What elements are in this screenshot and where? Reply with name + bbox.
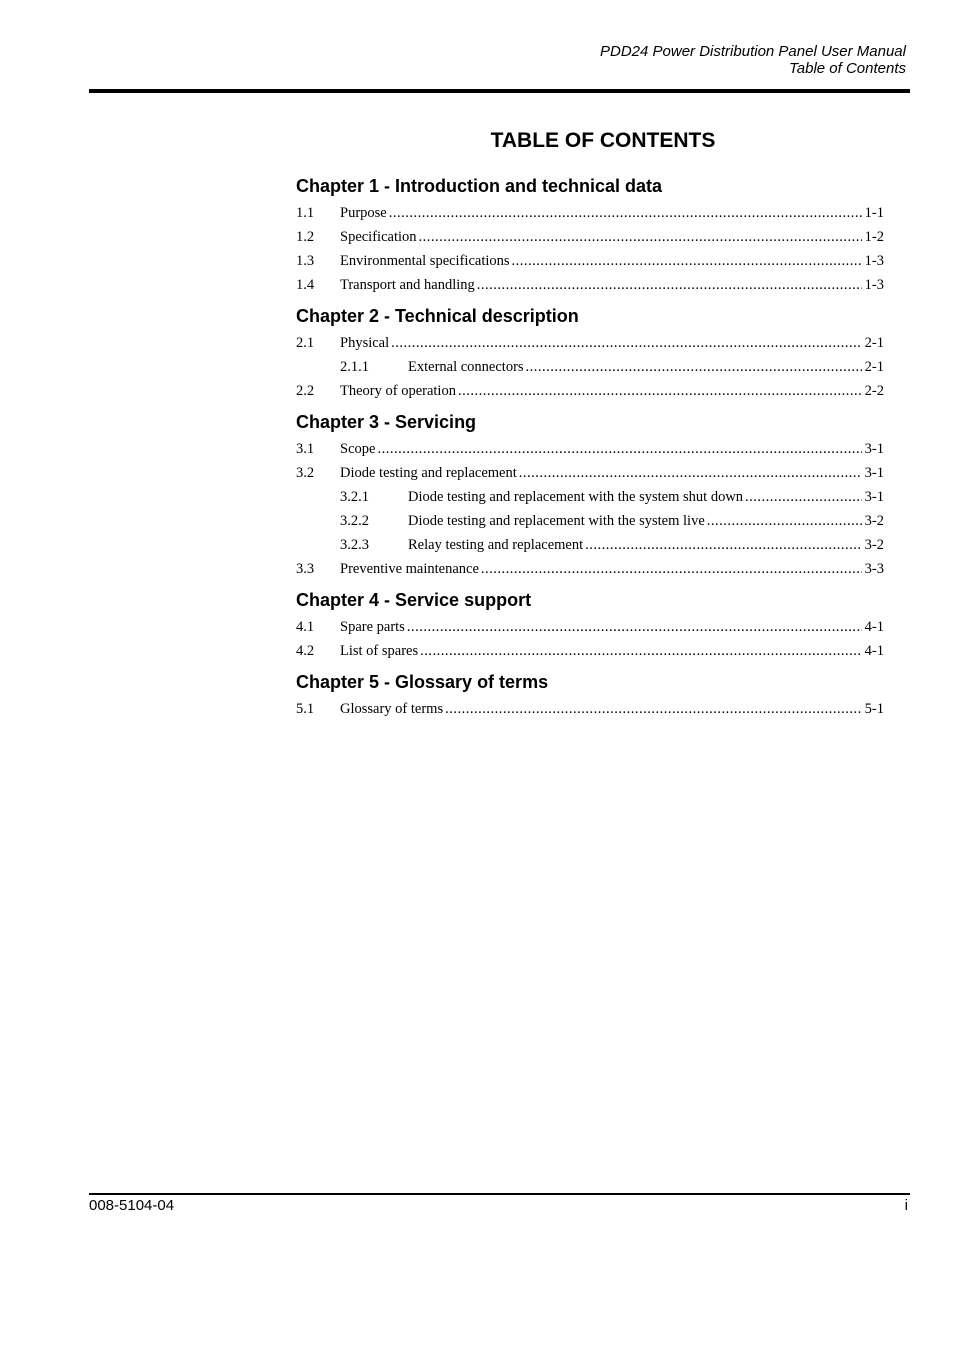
chapter-heading[interactable]: Chapter 5 - Glossary of terms bbox=[296, 672, 549, 692]
toc-chapter-3 bbox=[296, 411, 884, 581]
dot-leader bbox=[707, 509, 862, 533]
toc-subentry[interactable] bbox=[296, 533, 884, 557]
dot-leader bbox=[477, 273, 862, 297]
dot-leader bbox=[519, 461, 862, 485]
entry-number: 1.2 bbox=[296, 229, 315, 245]
dot-leader bbox=[458, 379, 862, 403]
entry-page: 1-3 bbox=[864, 277, 884, 293]
header-document-title: PDD24 Power Distribution Panel User Manual bbox=[600, 43, 906, 60]
dot-leader bbox=[481, 557, 862, 581]
entry-number: 3.2.2 bbox=[340, 513, 369, 529]
chapter-heading[interactable]: Chapter 4 - Service support bbox=[296, 590, 532, 610]
entry-label: Purpose bbox=[340, 201, 389, 225]
entry-number: 2.1 bbox=[296, 335, 315, 351]
entry-page: 4-1 bbox=[864, 643, 884, 659]
entry-number: 3.2.3 bbox=[340, 537, 369, 553]
dot-leader bbox=[745, 485, 862, 509]
entry-label: Theory of operation bbox=[340, 379, 458, 403]
toc-entry[interactable] bbox=[296, 225, 884, 249]
entry-page: 4-1 bbox=[864, 619, 884, 635]
entry-number: 4.2 bbox=[296, 643, 315, 659]
table-of-contents bbox=[296, 127, 884, 729]
entry-number: 1.3 bbox=[296, 253, 315, 269]
entry-number: 3.2.1 bbox=[340, 489, 369, 505]
toc-title: TABLE OF CONTENTS bbox=[490, 129, 716, 152]
toc-subentry[interactable] bbox=[296, 355, 884, 379]
toc-chapter-1 bbox=[296, 175, 884, 297]
toc-entry[interactable] bbox=[296, 437, 884, 461]
chapter-heading[interactable]: Chapter 3 - Servicing bbox=[296, 412, 477, 432]
entry-page: 2-2 bbox=[864, 383, 884, 399]
dot-leader bbox=[391, 331, 862, 355]
dot-leader bbox=[526, 355, 862, 379]
entry-page: 2-1 bbox=[864, 335, 884, 351]
running-header bbox=[600, 43, 906, 77]
entry-label: Spare parts bbox=[340, 615, 407, 639]
toc-chapter-4 bbox=[296, 589, 884, 663]
chapter-heading[interactable]: Chapter 2 - Technical description bbox=[296, 306, 579, 326]
page-number: i bbox=[904, 1197, 908, 1214]
toc-subentry[interactable] bbox=[296, 485, 884, 509]
entry-number: 1.4 bbox=[296, 277, 315, 293]
entry-number: 3.3 bbox=[296, 561, 315, 577]
entry-page: 2-1 bbox=[864, 359, 884, 375]
entry-number: 1.1 bbox=[296, 205, 315, 221]
entry-number: 3.1 bbox=[296, 441, 315, 457]
toc-entry[interactable] bbox=[296, 557, 884, 581]
header-rule bbox=[89, 89, 910, 93]
entry-page: 3-2 bbox=[864, 537, 884, 553]
toc-entry[interactable] bbox=[296, 273, 884, 297]
entry-number: 2.1.1 bbox=[340, 359, 369, 375]
entry-page: 1-2 bbox=[864, 229, 884, 245]
dot-leader bbox=[420, 639, 862, 663]
dot-leader bbox=[445, 697, 862, 721]
entry-page: 3-1 bbox=[864, 465, 884, 481]
entry-label: Preventive maintenance bbox=[340, 557, 481, 581]
footer-rule bbox=[89, 1193, 910, 1195]
toc-entry[interactable] bbox=[296, 331, 884, 355]
entry-page: 5-1 bbox=[864, 701, 884, 717]
entry-page: 3-2 bbox=[864, 513, 884, 529]
dot-leader bbox=[377, 437, 861, 461]
entry-page: 3-3 bbox=[864, 561, 884, 577]
entry-number: 4.1 bbox=[296, 619, 315, 635]
toc-subentry[interactable] bbox=[296, 509, 884, 533]
entry-label: Diode testing and replacement bbox=[340, 461, 519, 485]
toc-entry[interactable] bbox=[296, 615, 884, 639]
entry-number: 3.2 bbox=[296, 465, 315, 481]
toc-entry[interactable] bbox=[296, 249, 884, 273]
entry-number: 5.1 bbox=[296, 701, 315, 717]
entry-page: 1-1 bbox=[864, 205, 884, 221]
entry-label: Glossary of terms bbox=[340, 697, 445, 721]
entry-label: Transport and handling bbox=[340, 273, 477, 297]
toc-entry[interactable] bbox=[296, 379, 884, 403]
entry-label: Relay testing and replacement bbox=[408, 533, 585, 557]
dot-leader bbox=[419, 225, 862, 249]
toc-entry[interactable] bbox=[296, 639, 884, 663]
entry-label: Scope bbox=[340, 437, 377, 461]
entry-label: Physical bbox=[340, 331, 391, 355]
dot-leader bbox=[512, 249, 862, 273]
toc-chapter-5 bbox=[296, 671, 884, 721]
toc-chapter-2 bbox=[296, 305, 884, 403]
entry-label: Diode testing and replacement with the system live bbox=[408, 509, 707, 533]
toc-entry[interactable] bbox=[296, 201, 884, 225]
entry-label: Specification bbox=[340, 225, 419, 249]
entry-label: External connectors bbox=[408, 355, 526, 379]
dot-leader bbox=[407, 615, 862, 639]
entry-label: List of spares bbox=[340, 639, 420, 663]
header-section-title: Table of Contents bbox=[788, 60, 906, 77]
toc-entry[interactable] bbox=[296, 461, 884, 485]
entry-page: 1-3 bbox=[864, 253, 884, 269]
entry-page: 3-1 bbox=[864, 489, 884, 505]
entry-number: 2.2 bbox=[296, 383, 315, 399]
dot-leader bbox=[585, 533, 862, 557]
toc-entry[interactable] bbox=[296, 697, 884, 721]
entry-label: Diode testing and replacement with the system shut down bbox=[408, 485, 745, 509]
entry-label: Environmental specifications bbox=[340, 249, 512, 273]
chapter-heading[interactable]: Chapter 1 - Introduction and technical data bbox=[296, 176, 663, 196]
document-number: 008-5104-04 bbox=[89, 1197, 175, 1214]
entry-page: 3-1 bbox=[864, 441, 884, 457]
dot-leader bbox=[389, 201, 862, 225]
